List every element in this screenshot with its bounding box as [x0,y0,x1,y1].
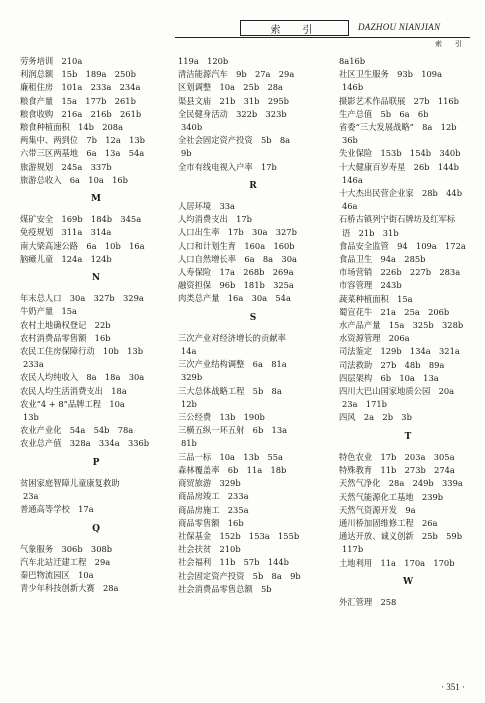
index-letter-heading: W [402,576,414,587]
index-entry [178,161,328,174]
index-entry [20,174,172,187]
index-entry-continuation: 12b [181,398,197,409]
index-entry-text: 摄影艺术作品联展 27b 116b [339,95,459,106]
index-entry [20,437,172,450]
index-entry [339,504,477,517]
index-entry-text: 融资担保 96b 181b 325a [178,280,294,291]
index-entry [20,556,172,569]
index-letter-heading: Q [92,523,100,534]
index-entry [20,424,172,437]
index-entry [178,292,328,305]
index-entry-text: 免疫规划 311a 314a [20,227,112,238]
index-entry-text: 十大健康百岁寿星 26b 144b [339,161,459,172]
index-entry-text: 贫困家庭智障儿童康复救助 [20,477,120,488]
index-entry-continuation: 46a [342,201,358,212]
index-entry [339,266,477,279]
index-entry [178,332,328,358]
index-entry-text: 普通高等学校 17a [20,504,94,515]
index-entry [339,319,477,332]
index-entry [339,345,477,358]
index-entry-text: 生产总值 5b 6a 6b [339,108,429,119]
section-title: 索 引 [240,20,349,36]
index-entry [178,570,328,583]
index-entry [178,358,328,384]
index-letter-heading: N [91,273,101,284]
index-entry [178,95,328,108]
index-entry-continuation: 9b [181,148,192,159]
index-entry [339,372,477,385]
index-entry-text: 失业保险 153b 154b 340b [339,148,461,159]
index-entry-continuation: 340b [181,122,203,133]
index-entry-text: 土地利用 11a 170a 170b [339,557,455,568]
index-entry-text: 全社会固定资产投资 5b 8a [178,135,291,146]
index-entry-text: 劳务培训 210a [20,56,83,66]
index-column-1 [20,55,172,596]
index-entry [20,332,172,345]
index-entry [178,490,328,503]
index-entry-text: 通达开放、诚义创新 25b 59b [339,531,463,542]
index-entry-text: 水资源管理 206a [339,333,410,344]
index-entry-text: 气象服务 306b 308b [20,543,113,554]
index-letter-heading: P [92,457,100,468]
index-entry [339,306,477,319]
page-number: · 351 · [441,682,465,692]
index-entry [20,147,172,160]
index-entry [20,503,172,516]
index-entry-text: 市场营销 226b 227b 283a [339,267,461,278]
index-entry-text: 司法鉴定 129b 134a 321a [339,346,460,357]
index-entry [339,293,477,306]
index-entry-continuation: 36b [342,135,358,146]
index-entry [178,266,328,279]
index-entry-text: 十大杰出民营企业家 28b 44b [339,188,463,199]
index-entry [178,556,328,569]
index-entry-text: 蜀宣花牛 21a 25a 206b [339,306,450,317]
index-entry [339,121,477,147]
index-entry-text: 六带三区两基地 6a 13a 54a [20,148,145,159]
index-entry-text: 天然气净化 28a 249b 339a [339,478,463,489]
index-entry [178,240,328,253]
index-entry [178,213,328,226]
index-entry-text: 119a 120b [178,56,229,66]
index-entry-text: 渠县文庙 21b 31b 295b [178,95,289,106]
index-entry [20,319,172,332]
index-entry-text: 两集中、两到位 7b 12a 13b [20,135,145,146]
index-entry-text: 农民工住房保障行动 10b 13b [20,346,144,357]
index-entry-text: 清洁能源汽车 9b 27a 29a [178,69,295,80]
header-rule [175,37,470,38]
index-entry [178,411,328,424]
index-entry-text: 农民人均生活消费支出 18a [20,385,127,396]
index-entry-text: 食品卫生 94a 285b [339,254,426,265]
index-entry-text: 四川大巴山国家地质公园 20a [339,386,455,397]
index-entry-continuation: 117b [342,544,364,555]
index-entry [178,68,328,81]
index-entry-text: 市容管理 243b [339,280,402,291]
index-entry-text: 特色农业 17b 203a 305a [339,451,455,462]
index-entry-continuation: 23a [23,491,39,502]
index-entry-text: 社会福利 11b 57b 144b [178,557,289,568]
index-entry [20,134,172,147]
index-entry [178,583,328,596]
index-entry-text: 人口和计划生育 160a 160b [178,240,295,251]
index-entry [339,332,477,345]
index-entry-text: 特殊教育 11b 273b 274a [339,465,455,476]
index-entry-text: 商品零售额 16b [178,517,244,528]
index-entry [339,240,477,253]
index-entry-text: 社会消费品零售总额 5b [178,583,272,594]
index-entry-text: 汽车北站迁建工程 29a [20,556,111,567]
index-letter-heading: R [249,180,257,191]
index-entry-continuation: 233a [23,359,44,370]
index-entry-text: 商品房竣工 233a [178,491,249,502]
index-entry-text: 人居环境 33a [178,201,235,212]
index-entry [20,81,172,94]
index-entry [20,371,172,384]
index-entry [20,569,172,582]
index-entry [178,464,328,477]
index-entry [339,464,477,477]
index-entry-text: 牛奶产量 15a [20,306,77,317]
index-entry-continuation: 146b [342,82,364,93]
index-entry-text: 年末总人口 30a 327b 329a [20,293,144,304]
index-entry [178,200,328,213]
index-entry [339,359,477,372]
index-entry [339,279,477,292]
index-entry-text: 社区卫生服务 93b 109a [339,69,443,80]
index-letter-heading: M [91,194,101,205]
index-entry [20,292,172,305]
index-entry-text: 三品一标 10a 13b 55a [178,451,283,462]
index-entry-text: 社保基金 152b 153a 155b [178,530,300,541]
index-entry [20,121,172,134]
index-entry [178,424,328,450]
index-letter-heading: S [249,312,257,323]
index-entry [20,68,172,81]
index-entry [178,543,328,556]
index-entry-text: 农民人均纯收入 8a 18a 30a [20,372,145,383]
index-entry-continuation: 14a [181,346,197,357]
index-entry [20,108,172,121]
index-entry-text: 三大总体战略工程 5b 8a [178,385,282,396]
index-entry [178,134,328,160]
index-entry-text: 社会固定资产投资 5b 8a 9b [178,570,301,581]
index-entry-text: 天然气资源开发 9a [339,504,416,515]
index-entry-text: 三公经费 13b 190b [178,412,265,423]
index-entry [20,226,172,239]
index-entry-text: 商品房施工 235a [178,504,249,515]
index-column-3 [339,55,477,609]
index-entry [339,596,477,609]
index-entry [178,451,328,464]
index-entry [339,253,477,266]
index-entry [339,108,477,121]
index-entry [339,95,477,108]
index-entry-text: 农村土地确权登记 22b [20,319,111,330]
index-entry [20,240,172,253]
index-entry-continuation: 23a 171b [342,399,387,410]
index-entry [20,345,172,371]
index-entry [339,213,477,239]
section-subtitle: 索 引 [435,40,465,48]
index-entry-text: 粮食种植面积 14b 208a [20,122,124,133]
index-entry [20,95,172,108]
index-entry-text: 三次产业对经济增长的贡献率 [178,332,286,343]
index-entry-text: 煤矿安全 169b 184b 345a [20,214,142,225]
index-entry-text: 人寿保险 17a 268b 269a [178,267,294,278]
index-entry-continuation: 语 21b 31b [342,227,399,238]
index-entry-text: 水产品产量 15a 325b 328b [339,320,464,331]
index-entry [339,68,477,94]
index-entry-text: 省委“三大发展战略” 8a 12b [339,122,457,133]
index-entry [178,530,328,543]
index-entry-text: 农业“4 + 8”品牌工程 10a [20,398,125,409]
index-entry-text: 旅游总收入 6a 10a 16b [20,174,128,185]
index-entry [339,517,477,530]
index-entry-text: 蔬菜种植面积 15a [339,293,413,304]
index-entry [339,411,477,424]
index-entry-text: 利润总额 15b 189a 250b [20,69,136,80]
index-entry [339,491,477,504]
index-entry-text: 食品安全监管 94 109a 172a [339,240,466,251]
index-entry-text: 8a16b [339,56,366,66]
index-entry-text: 旅游规划 245a 337b [20,161,112,172]
index-entry-text: 四风 2a 2b 3b [339,412,412,423]
index-entry-text: 农业总产值 328a 334a 336b [20,438,150,449]
index-entry [20,398,172,424]
index-entry [20,55,172,68]
index-entry [178,385,328,411]
index-entry-text: 四层架构 6b 10a 13a [339,372,439,383]
index-letter-heading: T [404,431,412,442]
index-entry-text: 司法救助 27b 48b 89a [339,359,445,370]
index-entry [339,477,477,490]
index-entry [178,504,328,517]
index-entry [339,451,477,464]
book-title: DAZHOU NIANJIAN [358,22,441,32]
index-entry-text: 区划调整 10a 25b 28a [178,82,283,93]
index-entry [339,147,477,160]
index-entry-text: 天然气能源化工基地 239b [339,491,444,502]
index-entry [178,226,328,239]
index-entry [20,385,172,398]
index-entry [339,55,477,68]
index-entry-text: 农业产业化 54a 54b 78a [20,425,134,436]
index-entry-continuation: 81b [181,438,197,449]
index-entry-text: 石桥古镇列宁街石牌坊及红军标 [339,214,456,225]
index-entry-text: 商贸旅游 329b [178,478,241,489]
index-entry [20,305,172,318]
index-entry [178,81,328,94]
index-entry [178,253,328,266]
index-entry [20,253,172,266]
index-entry-text: 社会扶贫 210b [178,544,241,555]
index-entry-text: 外汇管理 258 [339,596,397,607]
index-entry [339,385,477,411]
index-entry-text: 秦巴物流园区 10a [20,570,94,581]
index-entry [20,161,172,174]
index-entry-text: 三次产业结构调整 6a 81a [178,359,287,370]
index-entry-text: 粮食产量 15a 177b 261b [20,95,136,106]
index-entry-text: 人口自然增长率 6a 8a 30a [178,253,297,264]
index-entry [339,557,477,570]
index-entry-text: 森林覆盖率 6b 11a 18b [178,464,287,475]
index-entry-text: 青少年科技创新大赛 28a [20,583,119,594]
index-entry [20,213,172,226]
index-entry-continuation: 329b [181,372,203,383]
index-entry-text: 三横五纵一环五射 6b 13a [178,425,288,436]
index-entry-continuation: 13b [23,412,39,423]
index-entry [339,530,477,556]
index-entry-text: 农村消费品零售额 16b [20,332,111,343]
index-entry-text: 全市有线电视入户率 17b [178,161,277,172]
index-entry [178,55,328,68]
index-entry [339,187,477,213]
index-entry-text: 南大梁高速公路 6a 10b 16a [20,240,145,251]
index-entry-text: 人均消费支出 17b [178,214,252,225]
index-entry [339,161,477,187]
index-entry-text: 脑瘫儿童 124a 124b [20,253,112,264]
index-entry-text: 肉类总产量 16a 30a 54a [178,293,291,304]
index-entry-text: 粮食收购 216a 216b 261b [20,108,142,119]
index-column-2 [178,55,328,596]
index-entry [178,279,328,292]
index-entry-text: 廉租住房 101a 233a 234a [20,82,141,93]
index-entry [178,108,328,134]
index-entry [178,477,328,490]
index-entry [20,582,172,595]
index-entry [178,517,328,530]
index-entry [20,543,172,556]
index-entry [20,477,172,503]
index-entry-continuation: 146a [342,174,363,185]
index-entry-text: 通川桥加固维修工程 26a [339,517,438,528]
index-entry-text: 人口出生率 17b 30a 327b [178,227,297,238]
index-entry-text: 全民健身活动 322b 323b [178,108,287,119]
